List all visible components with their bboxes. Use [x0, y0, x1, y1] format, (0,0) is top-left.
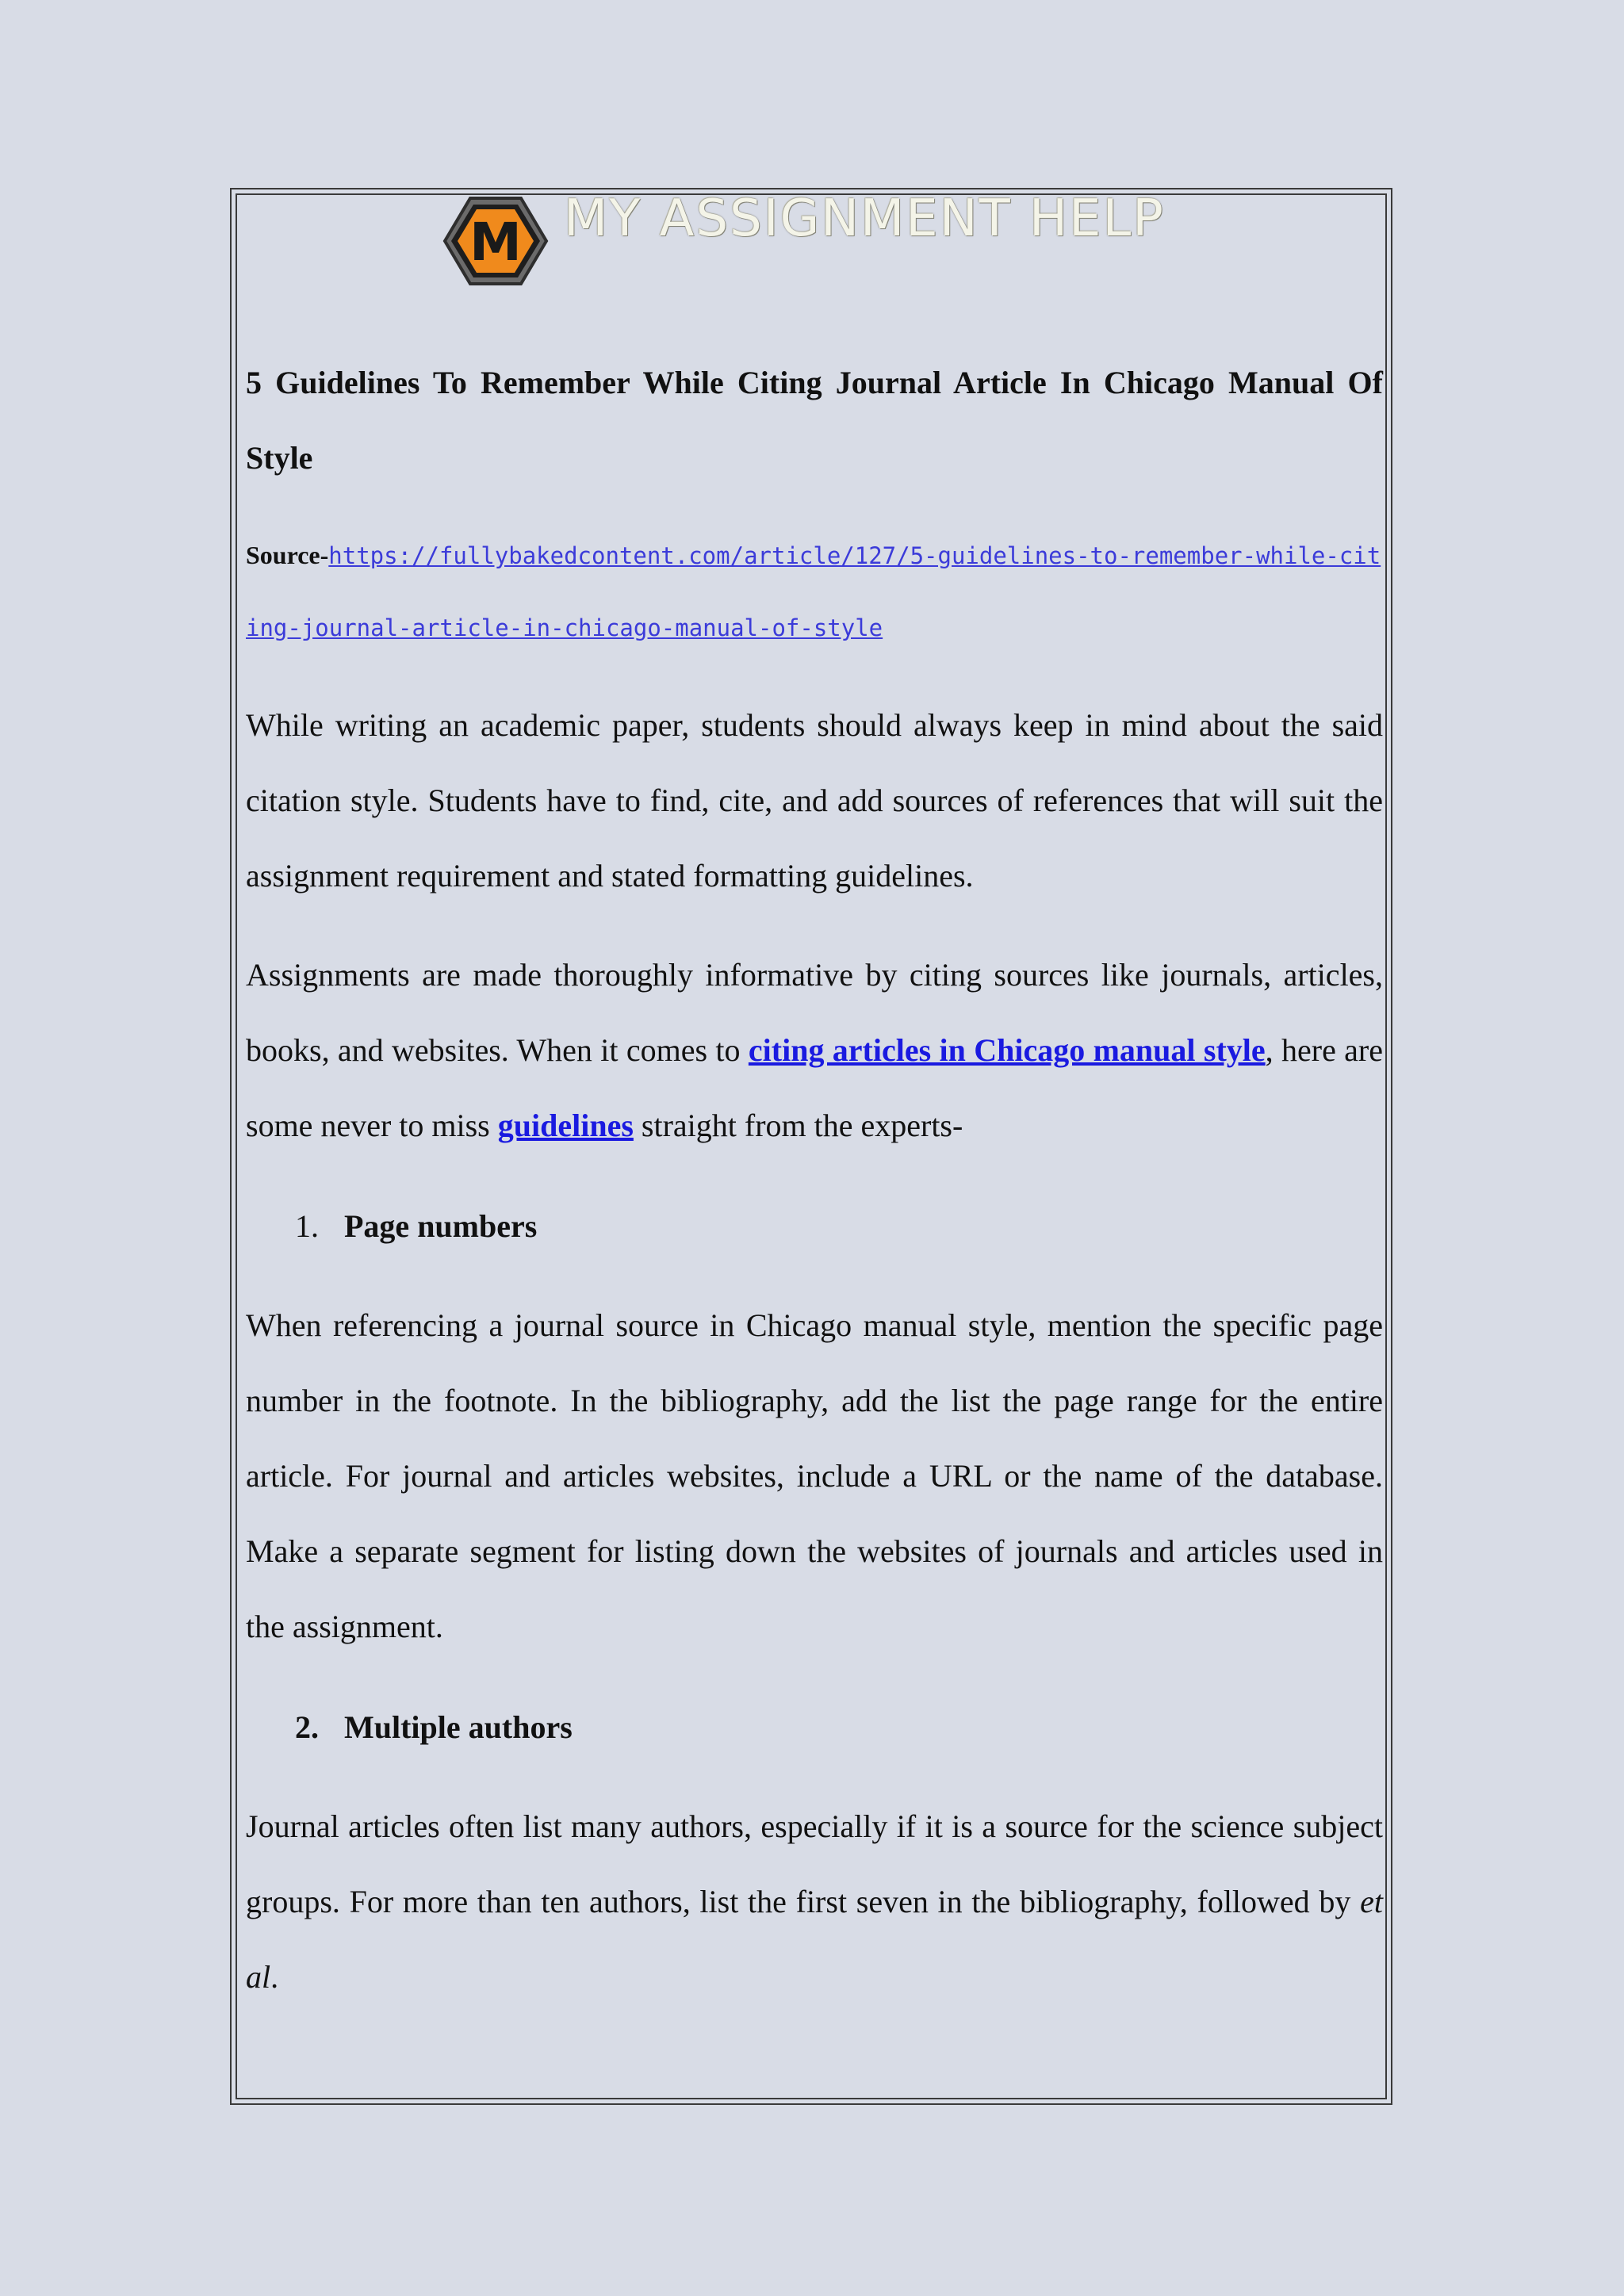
text-span: straight from the experts-: [633, 1108, 963, 1143]
citing-articles-link[interactable]: citing articles in Chicago manual style: [748, 1032, 1266, 1068]
heading-text: Multiple authors: [344, 1709, 573, 1745]
list-number: 2.: [295, 1709, 319, 1745]
source-label: Source-: [246, 541, 329, 569]
multiple-authors-paragraph: [246, 1789, 1383, 2015]
text-span: Assignments are made thoroughly informative by citing sources like journals, articles, books, and websites. When it comes to: [246, 957, 1383, 1068]
intro-paragraph: While writing an academic paper, students should always keep in mind about the said citation style. Students have to find, cite, and add sources of references that will suit the assignment requirement and stated formatting guidelines.: [246, 707, 1383, 894]
heading-text: Page numbers: [344, 1208, 538, 1244]
logo-badge-icon: [440, 193, 551, 289]
logo-letter: M: [469, 212, 522, 273]
logo-text: MY ASSIGNMENT HELP: [564, 189, 1165, 248]
guidelines-paragraph: [246, 937, 1383, 1163]
source-line: [246, 519, 1383, 664]
text-span: Journal articles often list many authors, especially if it is a source for the science subject groups. For more than ten authors, list the first seven in the bibliography, followed by: [246, 1808, 1383, 1919]
section-heading-page-numbers: [246, 1188, 1383, 1264]
list-number: 1.: [295, 1208, 319, 1244]
page-title: 5 Guidelines To Remember While Citing Journal Article In Chicago Manual Of Style: [246, 365, 1383, 476]
section-heading-multiple-authors: [246, 1689, 1383, 1765]
page-numbers-paragraph: When referencing a journal source in Chicago manual style, mention the specific page number in the footnote. In the bibliography, add the list the page range for the entire article. For journal and articles websites, include a URL or the name of the database. Make a separate segment for listing down the websites of journals and articles used in the assignment.: [246, 1307, 1383, 1644]
guidelines-link[interactable]: guidelines: [497, 1108, 634, 1143]
text-span: .: [270, 1959, 279, 1995]
brand-logo: [440, 189, 1201, 289]
italic-text: et al: [246, 1884, 1383, 1995]
source-link[interactable]: https://fullybakedcontent.com/article/127/5-guidelines-to-remember-while-citing-journal-article-in-chicago-manual-of-style: [246, 542, 1381, 641]
text-span: , here are some never to miss: [246, 1032, 1384, 1143]
document-body: [246, 345, 1383, 2015]
